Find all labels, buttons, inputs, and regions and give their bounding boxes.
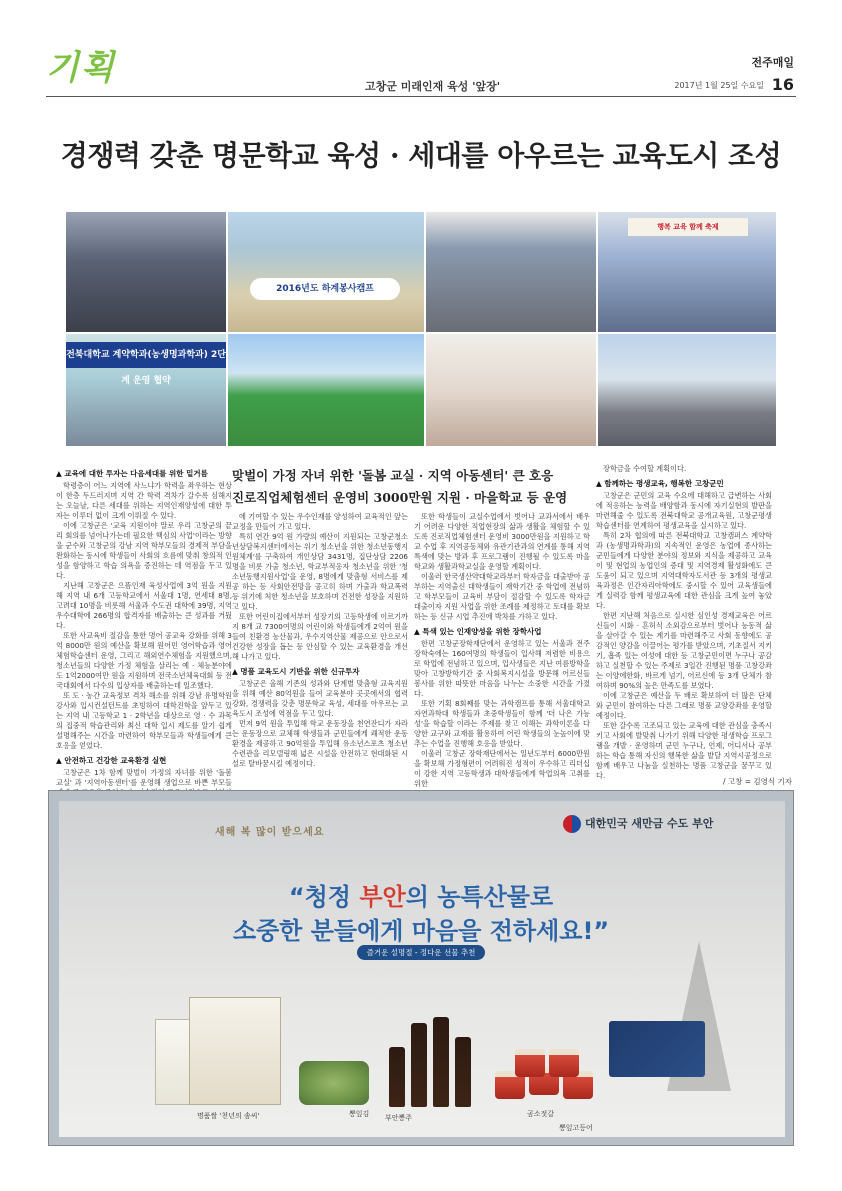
paragraph: 또한 갈수록 고조되고 있는 교육에 대한 관심을 충족시키고 사회에 발맞춰 나가기 위해 다양한 평생학습 프로그램을 개발 · 운영하며 군민 누구나, 언제, 어디서나 공부하는 학습 통해 자신의 행복한 삶을 발달 지역시공정으로 함께 배우고 나눔을 실천하는 명품 고창군을 꿈꾸고 있다.	[596, 721, 772, 780]
article-column-1	[56, 464, 232, 808]
article-subhead-main: 맞벌이 가정 자녀 위한 '돌봄 교실 · 지역 아동센터' 큰 호응	[232, 468, 554, 483]
paragraph: 에 기여할 수 있는 우수인재를 양성하여 교육적인 앞는 교정을 만들어 가고 있다.	[232, 512, 408, 531]
paragraph: 이울러 고창군 장학재단에서는 일년도부터 6000만원을 확보해 가정형편이 어려워진 성적이 우수하고 리더십이 강한 지역 고등학생과 대학생들에게 학업의욕 고취를 위한	[414, 749, 590, 788]
paragraph: 고창군은 군민의 교육 수요에 대해하고 급변하는 사회에 적응하는 능력을 배양함과 동시에 자기실현의 발판을 마련해줄 수 있도록 전북대학교 공개교육원, 고창군평생학습센터를 연계하여 평생교육을 실시하고 있다.	[596, 491, 772, 530]
ad-greeting: 새해 복 많이 받으세요	[215, 827, 325, 838]
paragraph: 고창군은 1차 함께 맞벌이 가정의 자녀를 위한 '돌봄 교실' 과 '지역아동센터'를 운영해 생업으로 바쁜 부모들	[56, 768, 232, 787]
photo-festival-crowd	[598, 212, 776, 332]
article-column-2	[232, 512, 408, 769]
newspaper-name: 전주매일	[751, 56, 794, 69]
photo-festival-sign: 행복 교육 함께 축제	[628, 218, 748, 236]
paragraph: 이에 고창군은 '교육 지원이야 말로 우리 고창군의 끝리 회의를 넘어나가는데 필요한 핵심의 사업'이라는 방향을 군수와 고창군의 강남 지역 학부모들의 경제적 부담을 완화하는 동시에 학생들이 사회의 흐름에 맞춰 창의적 인성을 함양하고 학습 의욕을 증진하는 데 역점을 두고 있다.	[56, 521, 232, 580]
paragraph: 먼저 9억 원을 투입해 학교 운동장을 천연잔디가 자라는 운동장으로 교체해 학생들과 군민들에게 쾌적한 운동 환경을 제공하고 90억원을 투입해 유소년스포츠 청소년수련관을 리모델링해 넓은 시설을 안전하고 현대화된 시설로 탈바꿈시킬 예정이다.	[232, 719, 408, 768]
ad-title-suffix: 의 농특산물로	[405, 883, 554, 911]
paragraph: 특히 2차 협의에 따른 전북대학교 고창캠퍼스 계약학과 (농생명과학과)의 지속적인 운영은 농업에 종사하는 군민들에게 다양한 분야의 정보와 지식을 제공하고 교육이 및 현업의 농업인의 증대 및 지역경제 활성화에도 큰 도움이 되고 있으며 지역대학자도서관 등 3개의 평생교육과정은 인간자리아학에도 중시할 수 있어 교육생들에게 실력강 함께 평생교육에 대한 관심을 크게 높여 놓았다.	[596, 531, 772, 610]
ad-tagline	[49, 947, 793, 958]
photo-lecture-hall	[66, 212, 226, 332]
photo-group-students	[426, 212, 596, 332]
paragraph: 고창군은 올해 기존의 성과와 단계별 맞춤형 교육지원을 위해 예산 80억원을 들여 교육분야 곳곳에서의 협력 강화, 경쟁력을 갖춘 명문학교 육성, 세대를 아우르는 교육도시 조성에 역점을 두고 있다.	[232, 679, 408, 718]
product-label: 명품쌀 '천년의 솜씨'	[197, 1112, 260, 1120]
paragraph: 특히 연간 9억 원 가량의 예산이 지원되는 고창군청소년상담복지센터에서는 위기 청소년을 위한 청소년동행지원체계'를 구축하여 개인상담 3431명, 집단상담 2206명을 비롯 가출 청소년, 학교부적응자 청소년을 위한 '청소년동행지원사업'을 운영, 8명에게 맞춤형 서비스를 제공 하는 등 사회안전망을 공고히 하며 가출과 학교폭력 등 위기에 처한 청소년을 보호하며 건전한 성장을 지원하고 있다.	[232, 532, 408, 611]
article-subhead-secondary: 진로직업체험센터 운영비 3000만원 지원 · 마을학교 등 운영	[232, 490, 568, 505]
photo-agreement-signing	[66, 334, 226, 446]
bottle	[455, 1037, 471, 1107]
paragraph: 한편 고창군장학재단에서 운영하고 있는 서울과 전주 장학숙에는 160여명의 학생들이 입사해 저렴한 비용으로 학업에 전념하고 있으며, 입사생들은 지난 여름방학을 맞아 고창방학기간 중 사회복지시설을 방문해 어르신들 봉사를 위한 따뜻한 마음을 나누는 소중한 시간을 가졌다.	[414, 639, 590, 698]
bottle	[411, 1023, 427, 1107]
paragraph: 또 도 · 농간 교육정보 격차 해소를 위해 강남 유명학원 강사와 입시컨설턴트를 초빙하여 대학진학을 앞두고 있는 지역 내 고등학교 1 · 2학년을 대상으로 영 · 수 과목의 집중적 학습관리와 최신 대학 입시 제도를 알기 쉽게 설명해주는 시간을 마련하여 학부모들과 학생들에게 큰 호응을 얻었다.	[56, 691, 232, 750]
paragraph: 또한 사교육비 절감을 통한 명어 공교육 강화를 위해 3억 8000만 원의 예산을 확보해 원어민 영어학습과 영어체험학습센터 운영, 그리고 해외연수체험을 지원했으며, 청소년들의 다양한 가정 체험을 살리는 예 · 체능분야에도 1억2000여만 원을 지원하며 전국소년체육대회 등 전국대회에서 다수의 입상자를 배출하는데 일조했다.	[56, 631, 232, 690]
paragraph: 또한 학생들이 교실수업에서 벗어나 교과서에서 배우기 어려운 다양한 직업현장의 삶과 생활을 체험할 수 있도록 진로직업체험센터 운영비 3000만원을 지원하고 학교 수업 후 지역공동체와 유관기관과의 연계를 통해 지역 특색에 맞는 방과 후 프로그램이 진행될 수 있도록 마을학교와 생활과학교실을 운영할 계획이다.	[414, 512, 590, 571]
product-label: 뽕잎김	[349, 1110, 370, 1118]
photo-science-class	[426, 334, 596, 446]
photo-camp-banner: 2016년도 하계봉사캠프	[250, 278, 400, 300]
paragraph: 이에 고창군은 예산을 두 배로 확보하여 더 많은 단체와 군민이 참여하는 다른 그래로 명품 교양강좌를 운영할 예정이다.	[596, 691, 772, 720]
wine-bottles-image	[379, 1013, 489, 1107]
article-column-3	[414, 512, 590, 789]
paragraph: 또한 기획 8회째를 맞는 과학캠프를 통해 서울대학교 자연과학대 학생들과 초중학생들이 함께 '더 나은 가능성'을 학습할 이라는 주제를 찾고 이해는 과학이론을 다양한 교구와 교재를 활용하여 어린 학생들의 눈높이에 맞추는 수업을 진행해 호응을 받았다.	[414, 699, 590, 748]
section-heading: ▲ 교육에 대한 투자는 다음세대를 위한 밑거름	[56, 469, 208, 478]
rice-box-image	[189, 997, 281, 1105]
section-kicker: 기획	[46, 48, 116, 88]
ad-title-highlight: 부안	[359, 883, 406, 911]
ad-title-line-1	[199, 877, 643, 912]
photo-field-sports	[228, 334, 424, 446]
paragraph: 한편 지난해 처음으로 실시한 심인성 경제교육은 어르신들이 시화 · 흔허식 소외감으로부터 벗어나 능동적 삶을 살아갈 수 있는 계기를 마련해주고 사회 동향에도 공감적인 양감을 이끌어는 평가를 받았으며, 기초질서 지키기, 흡족 있는 여성에 대한 등 고창군민이면 누구나 공감하고 실천할 수 있는 주제로 3일간 진행된 명품 고창강좌는 이양에한화, 바르게 넘기, 어르신에 등 3개 단체가 참여하며 90%의 높은 만족도를 보였다.	[596, 611, 772, 690]
photo-agreement-banner: 전북대학교 계약학과(농생명과학과) 2단계 운영 협약	[66, 342, 226, 368]
ad-brand-text: 대한민국 새만금 수도 부안	[585, 817, 714, 830]
product-label: 곰소젓갈	[527, 1110, 555, 1118]
jar	[549, 1049, 579, 1077]
taegeuk-icon	[563, 815, 581, 833]
paragraph: 학령층이 어느 지역에 사느냐가 학력을 좌우하는 현상이 한층 두드러지며 지역 간 학력 격차가 갈수록 심해지는 오늘날, 다른 세대를 위하는 지역인재양성에 대한 투자는 이루더 없이 크게 이뤄질 수 있다.	[56, 481, 232, 520]
jar	[515, 1049, 545, 1077]
ad-title-line-2: 소중한 분들에게 마음을 전하세요!”	[232, 917, 610, 945]
section-heading: ▲ 안전하고 건강한 교육환경 실현	[56, 756, 167, 765]
laver-image	[299, 1061, 369, 1105]
ad-title-prefix: “청정	[288, 883, 360, 911]
advertisement	[48, 790, 794, 1146]
paragraph: 장학금을 수여할 계획이다.	[603, 464, 687, 473]
ad-tagline-text: 즐거운 설명절 - 정다운 선물 추천	[357, 945, 486, 960]
page-number: 16	[771, 75, 794, 94]
product-label: 뽕잎고등어	[559, 1124, 593, 1132]
paragraph: 지난해 고창군은 으뜸인재 육성사업에 3억 원을 지원해 지역 내 6개 고등학교에서 서울대 1명, 연세대 8명, 고려대 10명을 비롯해 서울과 수도권 대학에 39명, 지역우수대학에 266명의 합격자를 배출하는 큰 성과를 거뒀다.	[56, 581, 232, 630]
product-label: 부안뽕주	[385, 1114, 413, 1122]
ad-brand-logo	[563, 815, 763, 839]
paragraph: 이울러 한국생산약대학교라부터 학자금을 대출받아 공부하는 지역출신 대학생들이 재학기간 중 학업에 전념하고 학부모들이 교육비 부담이 절감할 수 있도록 학자금 대출이자 지원 사업을 위한 조례를 제정하고 토대를 확보하는 등 신규 시업 추진에 박차를 가하고 있다.	[414, 572, 590, 621]
section-heading: ▲ 함께하는 평생교육, 행복한 고창군민	[596, 479, 724, 488]
mackerel-gift-box-image	[609, 1021, 705, 1077]
article-headline: 경쟁력 갖춘 명문학교 육성 · 세대를 아우르는 교육도시 조성	[60, 139, 782, 172]
bottle	[389, 1047, 405, 1107]
series-title: 고창군 미래인재 육성 '앞장'	[365, 80, 501, 93]
section-heading: ▲ 특색 있는 인재양성을 위한 장학사업	[414, 627, 542, 636]
section-heading: ▲ 명품 교육도시 기반을 위한 신규투자	[232, 667, 360, 676]
paragraph: 또한 어린이집에서부터 성장기의 고등학생에 이르기까지 8개 교 7300여명의 어린이와 학생들에게 2억여 원을 들여 친환경 농산물과, 우수지역산물 제공으로 안으로서 건강한 성장을 돕는 등 안심할 수 있는 교육환경을 개선해 나가고 있다.	[232, 612, 408, 661]
byline: / 고창 = 김영식 기자	[722, 777, 792, 786]
issue-date: 2017년 1월 25일 수요일	[674, 81, 764, 90]
article-column-4	[596, 464, 772, 781]
header-rule	[46, 96, 796, 97]
photo-beach-camp	[228, 212, 424, 332]
photo-outdoor-event	[598, 334, 776, 446]
bottle	[433, 1017, 449, 1107]
